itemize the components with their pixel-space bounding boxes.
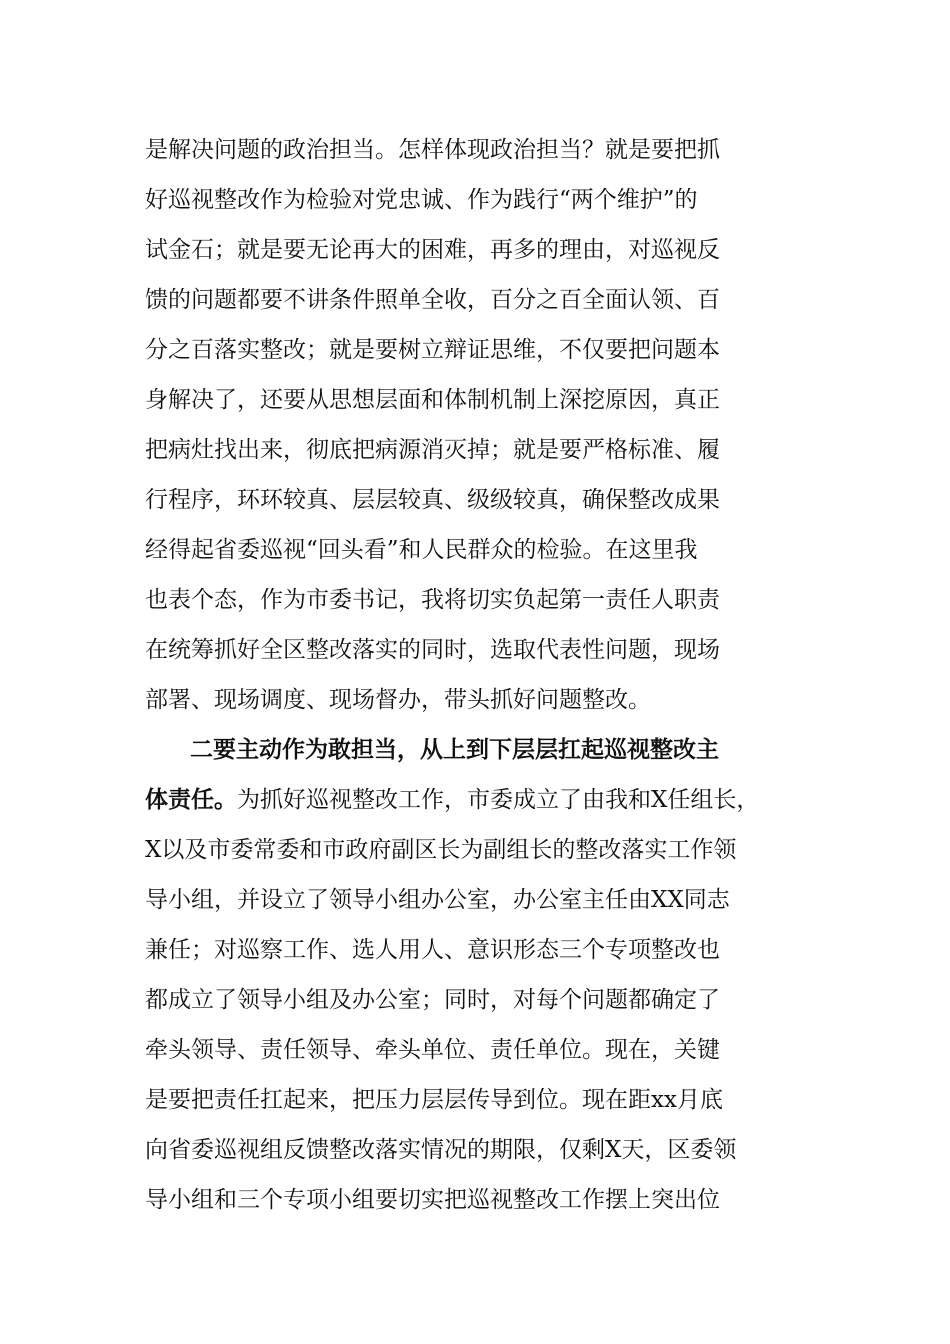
paragraph-line: 也表个态，作为市委书记，我将切实负起第一责任人职责 <box>145 587 720 613</box>
paragraph-line: 好巡视整改作为检验对党忠诚、作为践行“两个维护”的 <box>145 187 698 213</box>
paragraph-line: 导小组和三个专项小组要切实把巡视整改工作摆上突出位 <box>145 1187 720 1213</box>
paragraph-line: 试金石；就是要无论再大的困难，再多的理由，对巡视反 <box>145 237 720 263</box>
section-heading-end: 体责任。 <box>145 786 237 813</box>
section-heading: 二要主动作为敢担当，从上到下层层扛起巡视整改主 <box>190 736 719 763</box>
paragraph-line: 分之百落实整改；就是要树立辩证思维，不仅要把问题本 <box>145 337 720 363</box>
paragraph-line: 身解决了，还要从思想层面和体制机制上深挖原因，真正 <box>145 387 720 413</box>
paragraph-line: 都成立了领导小组及办公室；同时，对每个问题都确定了 <box>145 987 720 1013</box>
paragraph-line: 导小组，并设立了领导小组办公室，办公室主任由XX同志 <box>145 887 730 913</box>
paragraph-line: 把病灶找出来，彻底把病源消灭掉；就是要严格标准、履 <box>145 437 720 463</box>
paragraph-line: 兼任；对巡察工作、选人用人、意识形态三个专项整改也 <box>145 937 720 963</box>
paragraph-line: 牵头领导、责任领导、牵头单位、责任单位。现在，关键 <box>145 1037 720 1063</box>
paragraph-line: 经得起省委巡视“回头看”和人民群众的检验。在这里我 <box>145 537 698 563</box>
paragraph-line: 行程序，环环较真、层层较真、级级较真，确保整改成果 <box>145 487 720 513</box>
paragraph-line: 部署、现场调度、现场督办，带头抓好问题整改。 <box>145 687 651 713</box>
paragraph-line: 馈的问题都要不讲条件照单全收，百分之百全面认领、百 <box>145 287 720 313</box>
paragraph-line: 在统筹抓好全区整改落实的同时，选取代表性问题，现场 <box>145 637 720 663</box>
paragraph-line: 是解决问题的政治担当。怎样体现政治担当？就是要把抓 <box>145 137 720 163</box>
paragraph-text: 为抓好巡视整改工作，市委成立了由我和X任组长， <box>237 787 760 813</box>
paragraph-line: X以及市委常委和市政府副区长为副组长的整改落实工作领 <box>145 837 737 863</box>
paragraph-line: 是要把责任扛起来，把压力层层传导到位。现在距xx月底 <box>145 1087 723 1113</box>
paragraph-line: 向省委巡视组反馈整改落实情况的期限，仅剩X天，区委领 <box>145 1137 737 1163</box>
paragraph-line <box>145 782 815 818</box>
